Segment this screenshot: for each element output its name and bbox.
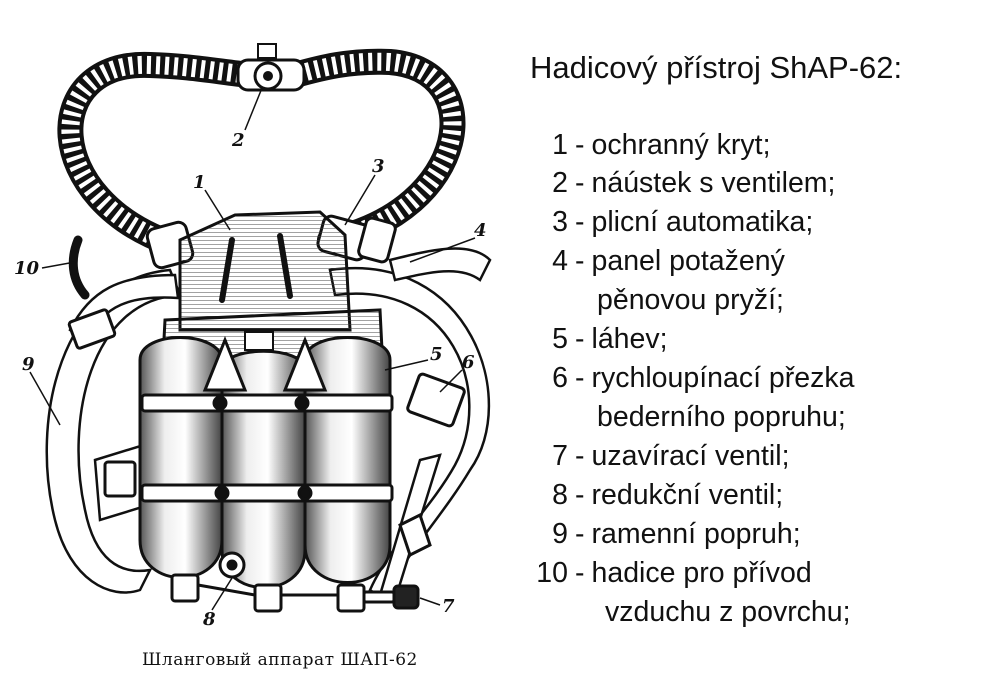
legend-number: 6 [552,362,568,394]
legend-separator: - [575,129,585,161]
legend-separator: - [575,440,585,472]
callout-4: 4 [474,220,487,241]
legend-text: plicní automatika; [591,206,814,238]
legend-text: bederního popruhu; [597,401,846,433]
legend-separator: - [575,518,585,550]
legend-text: vzduchu z povrchu; [605,596,851,628]
legend-separator: - [575,167,585,199]
legend-number: 9 [552,518,568,550]
legend-item [528,556,812,590]
legend-item [528,205,813,239]
legend-item [528,439,790,473]
legend-item [528,322,668,356]
legend-text: hadice pro přívod [591,557,812,589]
legend-separator: - [575,245,585,277]
legend-text: redukční ventil; [591,479,784,511]
supply-hose-end [73,240,85,295]
callout-9: 9 [22,354,35,375]
legend-text: ramenní popruh; [591,518,801,550]
callout-7: 7 [442,596,455,617]
legend-text: láhev; [591,323,668,355]
legend-item [528,128,771,162]
legend-number: 8 [552,479,568,511]
legend-item [528,244,785,278]
callout-5: 5 [430,344,443,365]
legend-separator: - [575,479,585,511]
legend-separator: - [575,206,585,238]
callout-8: 8 [203,609,216,630]
legend-separator: - [575,557,585,589]
legend-number: 5 [552,323,568,355]
legend-number: 1 [552,129,568,161]
legend-item-continuation [605,595,851,629]
legend-text: rychloupínací přezka [591,362,855,394]
callout-2: 2 [232,130,245,151]
legend-item [528,517,801,551]
mouthpiece [238,44,304,90]
legend-number: 2 [552,167,568,199]
cylinders [140,338,390,588]
figure-caption: Шланговый аппарат ШАП-62 [142,650,418,670]
legend-item-continuation [597,400,846,434]
callout-10: 10 [14,258,40,279]
legend-item-continuation [597,283,784,317]
legend-separator: - [575,362,585,394]
legend-text: pěnovou pryží; [597,284,784,316]
legend-item [528,478,783,512]
callout-1: 1 [193,172,206,193]
callout-3: 3 [372,156,385,177]
legend-separator: - [575,323,585,355]
callout-6: 6 [462,352,475,373]
legend-item [528,361,854,395]
legend-text: ochranný kryt; [591,129,771,161]
legend-text: náústek s ventilem; [591,167,836,199]
legend-number: 3 [552,206,568,238]
legend-text: uzavírací ventil; [591,440,790,472]
legend-text: panel potažený [591,245,785,277]
legend-item [528,166,835,200]
legend-number: 10 [536,557,568,589]
legend-number: 7 [552,440,568,472]
legend-number: 4 [552,245,568,277]
page-title: Hadicový přístroj ShAP-62: [530,50,903,85]
